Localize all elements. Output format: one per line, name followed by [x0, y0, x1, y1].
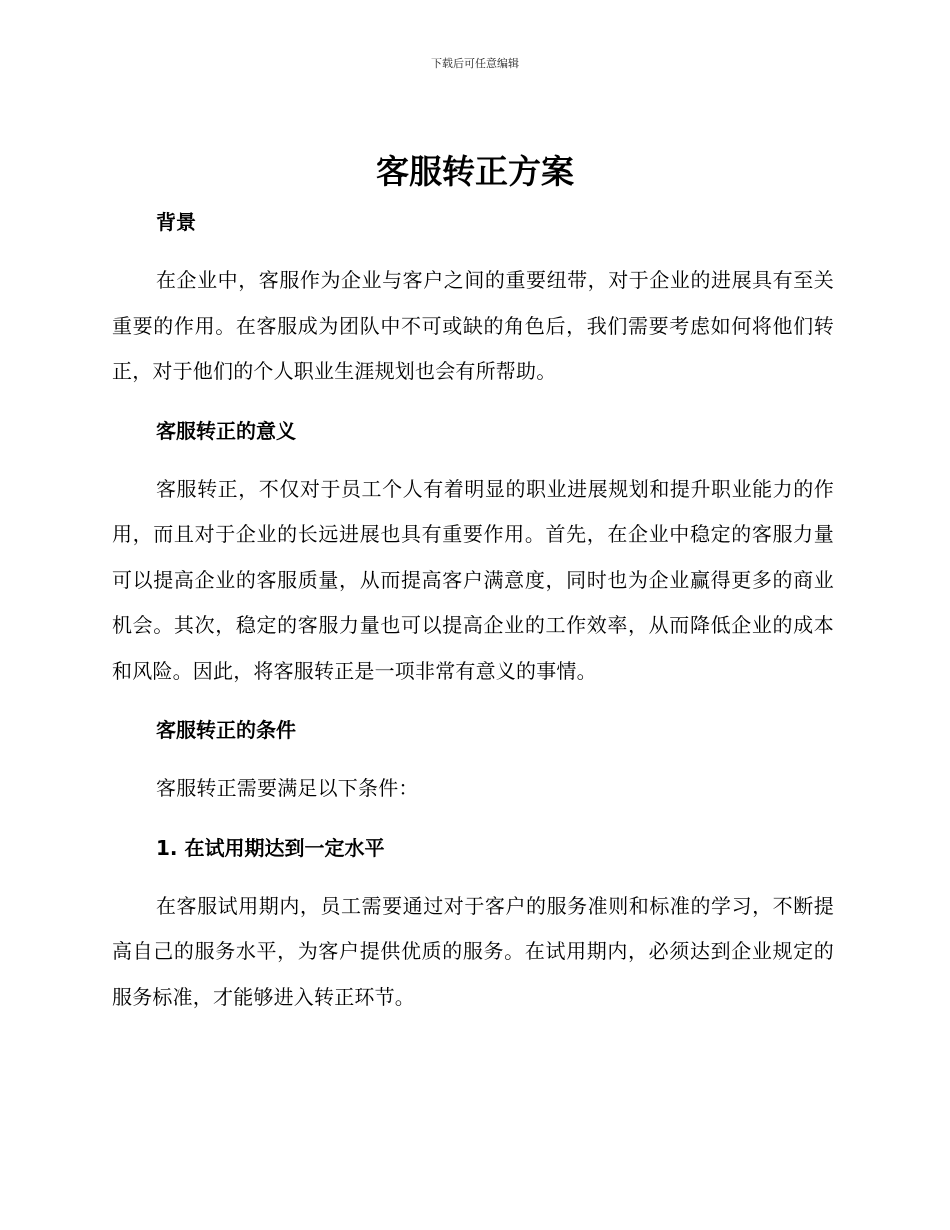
section-heading-background: 背景 — [156, 210, 196, 234]
header-note: 下载后可任意编辑 — [431, 57, 519, 70]
paragraph-condition-1: 在客服试用期内，员工需要通过对于客户的服务准则和标准的学习，不断提高自己的服务水平，为客户提供优质的服务。在试用期内，必须达到企业规定的服务标准，才能够进入转正环节。 — [112, 893, 834, 1009]
section-heading-conditions: 客服转正的条件 — [156, 718, 296, 742]
paragraph-significance: 客服转正，不仅对于员工个人有着明显的职业进展规划和提升职业能力的作用，而且对于企业的长远进展也具有重要作用。首先，在企业中稳定的客服力量可以提高企业的客服质量，从而提高客户满意度，同时也为企业赢得更多的商业机会。其次，稳定的客服力量也可以提高企业的工作效率，从而降低企业的成本和风险。因此，将客服转正是一项非常有意义的事情。 — [112, 476, 834, 683]
paragraph-background: 在企业中，客服作为企业与客户之间的重要纽带，对于企业的进展具有至关重要的作用。在客服成为团队中不可或缺的角色后，我们需要考虑如何将他们转正，对于他们的个人职业生涯规划也会有所帮助。 — [112, 268, 834, 383]
subheading-condition-1: 1. 在试用期达到一定水平 — [156, 835, 385, 860]
paragraph-conditions-intro: 客服转正需要满足以下条件： — [156, 776, 419, 800]
document-body — [112, 200, 834, 1020]
section-heading-significance: 客服转正的意义 — [156, 418, 296, 443]
document-title: 客服转正方案 — [376, 152, 574, 191]
